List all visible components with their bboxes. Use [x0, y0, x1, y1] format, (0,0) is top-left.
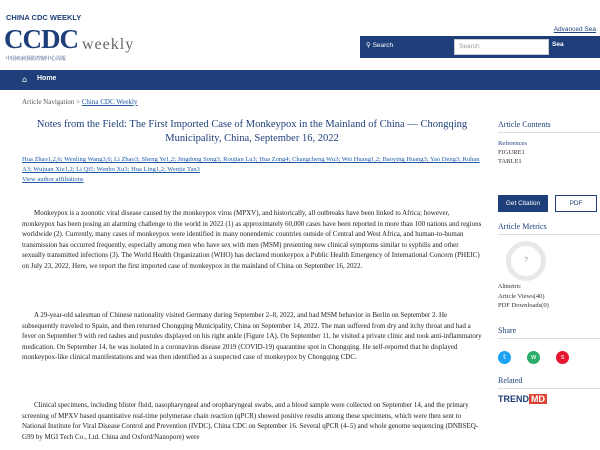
altmetric-donut[interactable]: ?: [506, 241, 546, 281]
related-section: [498, 376, 600, 404]
nav-bar: [0, 70, 600, 90]
pdf-downloads: PDF Downloads(0): [498, 302, 549, 309]
weibo-icon[interactable]: s: [556, 351, 569, 364]
breadcrumb-link[interactable]: China CDC Weekly: [81, 98, 138, 106]
references-link[interactable]: References: [498, 140, 527, 147]
search-icon: ⚲: [366, 42, 371, 49]
twitter-icon[interactable]: t: [498, 351, 511, 364]
article-metrics: [498, 222, 600, 310]
trendmd-logo[interactable]: [498, 394, 600, 404]
figure-link[interactable]: FIGURE1: [498, 149, 525, 156]
advanced-search-link[interactable]: Advanced Sea: [553, 26, 596, 33]
share-section: [498, 326, 600, 364]
wechat-icon[interactable]: w: [527, 351, 540, 364]
view-affiliations-link[interactable]: View author affiliations: [22, 176, 84, 183]
article-contents-heading: Article Contents: [498, 120, 600, 133]
article-views: Article Views(40): [498, 293, 545, 300]
table-link[interactable]: TABLE1: [498, 158, 522, 165]
search-bar: [360, 36, 600, 58]
altmetric-label: Altmetric: [498, 284, 521, 290]
ccdc-logo[interactable]: CCDC: [4, 24, 78, 54]
home-icon[interactable]: ⌂: [22, 75, 28, 84]
paragraph-2: A 29-year-old salesman of Chinese nationality visited Germany during September 2–8, 2022, and had MSM behavior in Berlin on September 2. He subsequently traveled to Spain, and then returned Chongqing Municipality, China on September 14, 2022. The man suffered from dry and itchy throat and had a fever on September 9 with red rashes and pustules displayed on his right ankle (Figure 1A). On September 11, he visited a private clinic and took anti-inflammatory medication. On September 14, he was isolated in a coronavirus disease 2019 (COVID-19) quarantine spot in Chongqing. He self-reported that he displayed monkeypox-like clinical manifestations and was then identified as a suspected case of monkeypox by Chongqing CDC.: [22, 311, 482, 361]
get-citation-button[interactable]: Get Citation: [498, 195, 548, 212]
paragraph-1: Monkeypox is a zoonotic viral disease caused by the monkeypox virus (MPXV), and historically, all outbreaks have been linked to Africa; however, monkeypox has been posing an alarming challenge to the world in 2022 (1) as approximately 60,000 cases have been reported in more than 100 nations and regions worldwide (2). Currently, many cases of monkeypox were identified in many nonendemic countries outside of Central and West Africa, and human-to-human transmission has occurred frequently, especially among men who have sex with men (MSM) presenting new clinical symptoms similar to syphilis and other sexually transmitted infections (3). The World Health Organization (WHO) has declared monkeypox a Public Health Emergency of International Concern (PHEIC) on July 23, 2022. Here, we report the first imported case of monkeypox in the mainland of China on September 16, 2022.: [22, 209, 482, 270]
article-metrics-heading: Article Metrics: [498, 222, 600, 235]
citation-buttons: [498, 190, 597, 212]
breadcrumb-label: Article Navigation: [22, 98, 75, 106]
paragraph-3: Clinical specimens, including blister fluid, nasopharyngeal and oropharyngeal swabs, and a blood sample were collected on September 14, and the primary screening of MPXV based quantitative real-time polymerase chain reaction (qPCR) showed positive results among these specimens, which were then sent to National Institute for Viral Disease Control and Prevention (IVDC), China CDC on September 16. Several qPCR (4–5) and whole genome sequencing (DNBSEQ-G99 by MGI Tech Co., Ltd. China and Oxford/Nanopore) were: [22, 401, 479, 441]
pdf-button[interactable]: PDF: [555, 195, 597, 212]
weekly-label: CHINA CDC WEEKLY: [6, 13, 82, 22]
authors-text[interactable]: Hua Zhao1,2,6; Wenling Wang3,6; Li Zhao3; Sheng Ye1,2; Jingdong Song3; Roujian Lu3; Hua Zong4; Changcheng Wu3; Wei Huang1,2; Baoying Huang3; Yao Deng3; Ruhan A3; Wujuan Xie1,2; Li Qi5; Wenbo Xu3; Hua Ling1,2; Wenjie Tan3: [22, 156, 480, 173]
share-heading: Share: [498, 326, 600, 339]
home-link[interactable]: Home: [37, 75, 57, 82]
related-heading: Related: [498, 376, 600, 389]
md-text: MD: [531, 394, 545, 404]
article-contents: [498, 120, 600, 166]
logo-chinese: 中国疾病预防控制中心周报: [6, 56, 67, 62]
logo-weekly: weekly: [82, 36, 135, 53]
breadcrumb: Article Navigation > China CDC Weekly: [22, 98, 138, 106]
author-list[interactable]: [22, 155, 482, 185]
search-label: ⚲ Search: [366, 42, 394, 49]
header: [0, 0, 600, 70]
trend-text: TREND: [498, 394, 529, 404]
article-title: Notes from the Field: The First Imported Case of Monkeypox in the Mainland of China — Chongqing Municipality, China, September 16, 2022: [36, 119, 468, 144]
search-button[interactable]: Sea: [552, 41, 564, 48]
search-input[interactable]: Search: [454, 39, 549, 55]
